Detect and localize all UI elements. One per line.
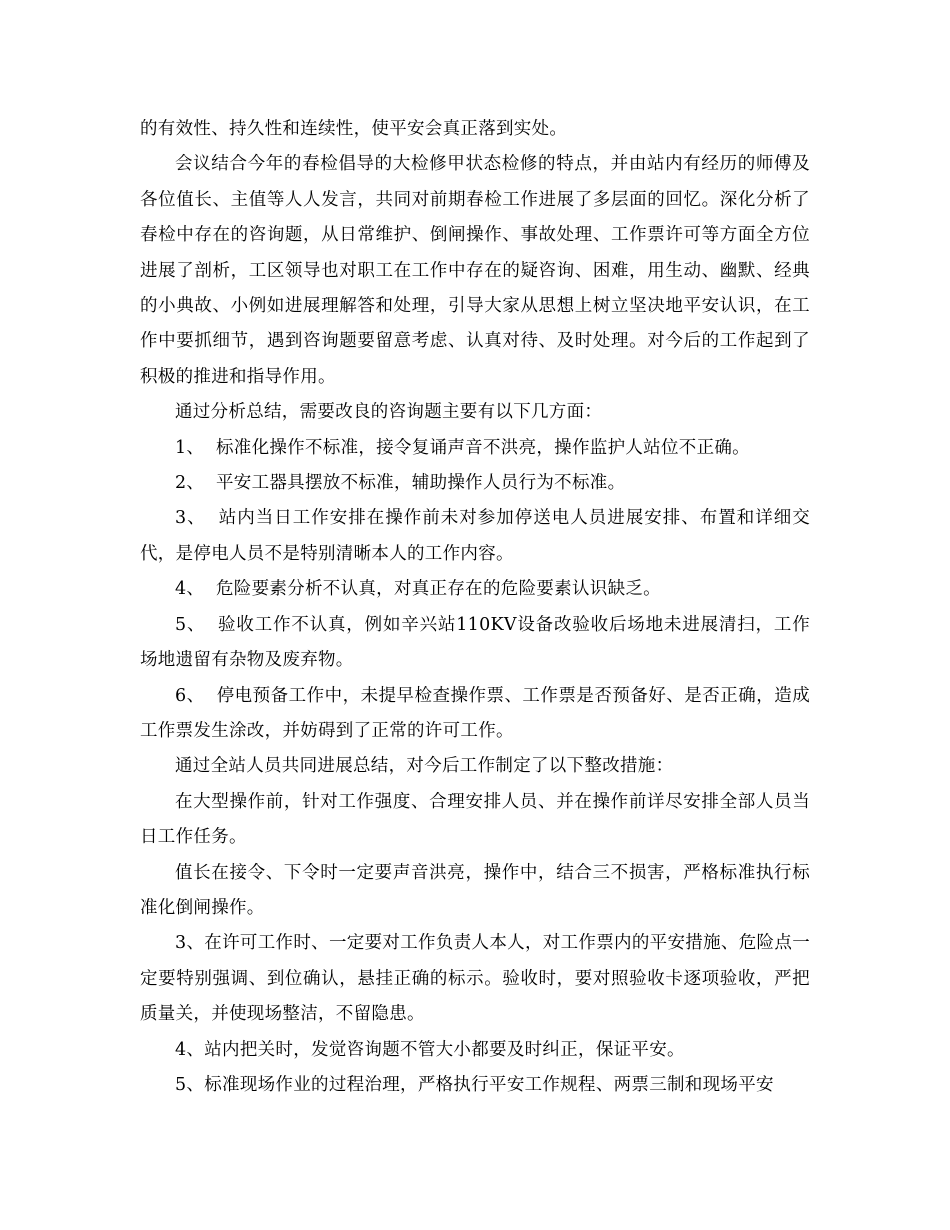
list-item-problem-4: 4、 危险要素分析不认真，对真正存在的危险要素认识缺乏。	[175, 579, 661, 600]
paragraph-measure-4: 4、站内把关时，发觉咨询题不管大小都要及时纠正，保证平安。	[175, 1039, 685, 1060]
list-number: 3、	[175, 508, 219, 529]
paragraph-meeting-summary: 会议结合今年的春检倡导的大检修甲状态检修的特点，并由站内有经历的师傅及各位值长、主值等人人发言，共同对前期春检工作进展了多层面的回忆。深化分析了春检中存在的咨询题，从日常维护、倒闸操作、事故处理、工作票许可等方面全方位进展了剖析，工区领导也对职工在工作中存在的疑咨询、困难，用生动、幽默、经典的小典故、小例如进展理解答和处理，引导大家从思想上树立坚决地平安认识，在工作中要抓细节，遇到咨询题要留意考虑、认真对待、及时处理。对今后的工作起到了积极的推进和指导作用。	[140, 154, 810, 387]
list-number: 4、	[175, 579, 216, 600]
list-item-problem-6: 6、 停电预备工作中，未提早检查操作票、工作票是否预备好、是否正确，造成工作票发生涂改，并妨碍到了正常的许可工作。	[140, 685, 810, 741]
paragraph-measure-2: 值长在接令、下令时一定要声音洪亮，操作中，结合三不损害，严格标准执行标准化倒闸操作。	[140, 862, 810, 918]
document-body	[140, 112, 810, 1103]
list-number: 2、	[175, 473, 216, 494]
list-item-problem-3: 3、 站内当日工作安排在操作前未对参加停送电人员进展安排、布置和详细交代，是停电人员不是特别清晰本人的工作内容。	[140, 508, 810, 564]
paragraph-measure-5: 5、标准现场作业的过程治理，严格执行平安工作规程、两票三制和现场平安	[175, 1074, 774, 1095]
list-item-problem-5: 5、 验收工作不认真，例如辛兴站110KV设备改验收后场地未进展清扫，工作场地遗留有杂物及废弃物。	[140, 614, 810, 671]
paragraph-measure-1: 在大型操作前，针对工作强度、合理安排人员、并在操作前详尽安排全部人员当日工作任务。	[140, 791, 810, 848]
list-number: 1、	[175, 437, 216, 458]
list-item-problem-2: 2、 平安工器具摆放不标准，辅助操作人员行为不标准。	[175, 473, 626, 494]
paragraph-continuation: 的有效性、持久性和连续性，使平安会真正落到实处。	[140, 119, 568, 139]
list-number: 5、	[175, 614, 219, 635]
paragraph-problems-intro: 通过分析总结，需要改良的咨询题主要有以下几方面：	[175, 402, 603, 423]
list-item-problem-1: 1、 标准化操作不标准，接令复诵声音不洪亮，操作监护人站位不正确。	[175, 437, 750, 458]
paragraph-measures-intro: 通过全站人员共同进展总结，对今后工作制定了以下整改措施：	[175, 756, 674, 777]
list-number: 6、	[175, 685, 217, 706]
paragraph-measure-3: 3、在许可工作时、一定要对工作负责人本人，对工作票内的平安措施、危险点一定要特别强调、到位确认，悬挂正确的标示。验收时，要对照验收卡逐项验收，严把质量关，并使现场整洁，不留隐患。	[140, 933, 810, 1025]
